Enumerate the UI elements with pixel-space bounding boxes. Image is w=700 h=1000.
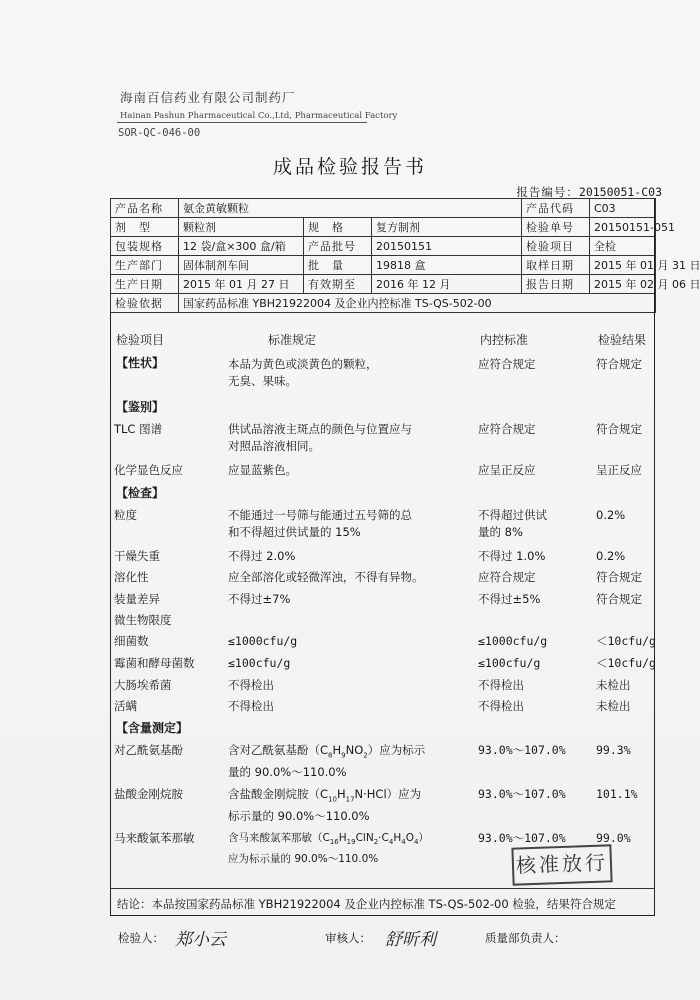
dissolve-internal: 应符合规定 xyxy=(478,570,536,584)
info-value: 2015 年 01 月 27 日 xyxy=(179,275,304,294)
header-rule xyxy=(117,122,367,123)
info-key: 检验依据 xyxy=(111,294,179,313)
info-row xyxy=(111,256,656,275)
chlor-sub: 4 xyxy=(388,838,394,847)
mold-internal: ≤100cfu/g xyxy=(478,656,541,670)
apap-result: 99.3% xyxy=(596,743,631,757)
chem-result: 呈正反应 xyxy=(596,463,642,477)
info-key: 生产部门 xyxy=(111,256,179,275)
info-value: 全检 xyxy=(590,237,656,256)
document-code: SOR-QC-046-00 xyxy=(118,127,201,139)
granule-internal xyxy=(478,507,598,541)
info-row xyxy=(111,294,656,313)
fill-item: 装量差异 xyxy=(114,592,160,606)
apap-text: H xyxy=(332,743,342,757)
info-value: 19818 盒 xyxy=(372,256,522,275)
amant-text: H xyxy=(336,787,346,801)
mold-standard: ≤100cfu/g xyxy=(228,656,291,670)
traits-standard-line2: 无臭、果味。 xyxy=(228,374,297,388)
info-value: 复方制剂 xyxy=(372,218,522,237)
mite-standard: 不得检出 xyxy=(228,699,274,713)
info-value: 2016 年 12 月 xyxy=(372,275,522,294)
apap-text: 含对乙酰氨基酚（C xyxy=(228,743,329,757)
chlor-text: H xyxy=(338,832,347,844)
chlor-text: O xyxy=(405,832,414,844)
mite-internal: 不得检出 xyxy=(478,699,524,713)
reviewer-label: 审核人： xyxy=(325,931,371,945)
chlor-sub: 4 xyxy=(401,838,406,847)
company-name-en: Hainan Pashun Pharmaceutical Co.,Ltd, Pharmaceutical Factory xyxy=(120,111,398,121)
fill-result: 符合规定 xyxy=(596,592,642,606)
chlor-standard-line2: 应为标示量的 90.0%～110.0% xyxy=(228,853,379,866)
bacteria-result: ＜10cfu/g xyxy=(596,634,656,648)
info-value: 国家药品标准 YBH21922004 及企业内控标准 TS-QS-502-00 xyxy=(179,294,656,313)
chlor-sub: 2 xyxy=(373,838,379,847)
info-key: 产品批号 xyxy=(304,237,372,256)
apap-internal: 93.0%～107.0% xyxy=(478,743,566,757)
amant-text: N·HCl）应为 xyxy=(354,787,422,801)
ecoli-result: 未检出 xyxy=(596,678,631,692)
amant-item: 盐酸金刚烷胺 xyxy=(114,787,183,801)
traits-result: 符合规定 xyxy=(596,357,642,371)
apap-sub: 9 xyxy=(341,751,346,760)
info-key: 检验单号 xyxy=(522,218,590,237)
tlc-internal: 应符合规定 xyxy=(478,422,536,436)
amant-sub: 17 xyxy=(345,795,355,804)
info-key: 生产日期 xyxy=(111,275,179,294)
mold-item: 霉菌和酵母菌数 xyxy=(114,656,195,670)
info-value: 12 袋/盒×300 盒/箱 xyxy=(179,237,304,256)
chlor-standard-line1 xyxy=(228,830,476,851)
info-value: 氨金黄敏颗粒 xyxy=(179,199,522,218)
tlc-standard-line2: 对照品溶液相同。 xyxy=(228,439,320,453)
dry-item: 干燥失重 xyxy=(114,549,160,563)
info-value: C03 xyxy=(590,199,656,218)
ecoli-standard: 不得检出 xyxy=(228,678,274,692)
bacteria-standard: ≤1000cfu/g xyxy=(228,634,298,648)
section-traits: 【性状】 xyxy=(116,356,165,370)
chlor-result: 99.0% xyxy=(596,831,631,845)
granule-standard xyxy=(228,507,476,541)
micro-item: 微生物限度 xyxy=(114,613,172,627)
tlc-standard-line1: 供试品溶液主斑点的颜色与位置应与 xyxy=(228,422,412,436)
report-title: 成品检验报告书 xyxy=(272,156,427,178)
info-value: 颗粒剂 xyxy=(179,218,304,237)
apap-sub: 2 xyxy=(363,751,368,760)
apap-text: NO xyxy=(345,743,364,757)
dry-standard: 不得过 2.0% xyxy=(228,549,296,563)
traits-standard xyxy=(228,356,476,390)
dry-internal: 不得过 1.0% xyxy=(478,549,546,563)
bacteria-item: 细菌数 xyxy=(114,634,149,648)
chlor-text: 含马来酸氯苯那敏（C xyxy=(228,832,330,844)
amant-standard-line2: 标示量的 90.0%～110.0% xyxy=(228,809,370,824)
traits-standard-line1: 本品为黄色或淡黄色的颗粒， xyxy=(228,357,378,371)
info-key: 包装规格 xyxy=(111,237,179,256)
report-number-label: 报告编号： xyxy=(516,185,579,199)
granule-result: 0.2% xyxy=(596,508,626,522)
company-name-cn: 海南百信药业有限公司制药厂 xyxy=(120,90,296,105)
granule-item: 粒度 xyxy=(114,508,137,522)
tlc-result: 符合规定 xyxy=(596,422,642,436)
granule-standard-line1: 不能通过一号筛与能通过五号筛的总 xyxy=(228,508,412,522)
chlor-sub: 16 xyxy=(329,838,339,847)
dry-result: 0.2% xyxy=(596,549,626,563)
info-key: 有效期至 xyxy=(304,275,372,294)
info-value: 固体制剂车间 xyxy=(179,256,304,275)
apap-item: 对乙酰氨基酚 xyxy=(114,743,183,757)
amant-sub: 10 xyxy=(328,795,337,804)
info-key: 产品名称 xyxy=(111,199,179,218)
fill-internal: 不得过±5% xyxy=(478,592,541,606)
section-identification: 【鉴别】 xyxy=(116,400,165,414)
info-key: 批 量 xyxy=(304,256,372,275)
traits-internal: 应符合规定 xyxy=(478,357,536,371)
dissolve-result: 符合规定 xyxy=(596,570,642,584)
chem-item: 化学显色反应 xyxy=(114,463,183,477)
info-key: 剂 型 xyxy=(111,218,179,237)
inspector-label: 检验人： xyxy=(118,931,164,945)
dissolve-standard: 应全部溶化或轻微浑浊，不得有异物。 xyxy=(228,570,424,584)
section-check: 【检查】 xyxy=(116,486,165,500)
bacteria-internal: ≤1000cfu/g xyxy=(478,634,548,648)
info-key: 规 格 xyxy=(304,218,372,237)
ecoli-item: 大肠埃希菌 xyxy=(114,678,172,692)
info-value: 20150151-051 xyxy=(590,218,656,237)
amant-standard-line1 xyxy=(228,786,476,808)
granule-internal-line2: 量的 8% xyxy=(478,525,523,539)
fill-standard: 不得过±7% xyxy=(228,592,291,606)
column-header-standard: 标准规定 xyxy=(268,333,317,347)
amant-result: 101.1% xyxy=(596,787,638,801)
column-header-result: 检验结果 xyxy=(598,333,647,347)
column-header-item: 检验项目 xyxy=(116,333,165,347)
chlor-text: H xyxy=(393,832,402,844)
info-key: 报告日期 xyxy=(522,275,590,294)
info-row xyxy=(111,218,656,237)
granule-standard-line2: 和不得超过供试量的 15% xyxy=(228,525,361,539)
chlor-sub: 4 xyxy=(413,838,419,847)
ecoli-internal: 不得检出 xyxy=(478,678,524,692)
chem-internal: 应呈正反应 xyxy=(478,463,536,477)
apap-text: ）应为标示 xyxy=(367,743,426,757)
apap-standard-line1 xyxy=(228,742,476,764)
chem-standard: 应显蓝紫色。 xyxy=(228,463,297,477)
granule-internal-line1: 不得超过供试 xyxy=(478,508,547,522)
info-row xyxy=(111,275,656,294)
apap-standard-line2: 量的 90.0%～110.0% xyxy=(228,765,347,780)
info-key: 产品代码 xyxy=(522,199,590,218)
apap-sub: 8 xyxy=(328,751,333,760)
section-assay: 【含量测定】 xyxy=(116,721,189,735)
dissolve-item: 溶化性 xyxy=(114,570,149,584)
info-row xyxy=(111,199,656,218)
amant-standard xyxy=(228,786,476,825)
info-value: 20150151 xyxy=(372,237,522,256)
tlc-item: TLC 图谱 xyxy=(114,422,163,436)
chlor-item: 马来酸氯苯那敏 xyxy=(114,831,195,845)
release-stamp: 核准放行 xyxy=(511,844,612,885)
info-value: 2015 年 01 月 31 日 xyxy=(590,256,656,275)
chlor-standard xyxy=(228,830,476,868)
conclusion: 结论：本品按国家药品标准 YBH21922004 及企业内控标准 TS-QS-502-00 检验，结果符合规定 xyxy=(117,897,616,911)
mite-result: 未检出 xyxy=(596,699,631,713)
amant-text: 含盐酸金刚烷胺（C xyxy=(228,787,329,801)
chlor-internal: 93.0%～107.0% xyxy=(478,831,566,845)
amant-internal: 93.0%～107.0% xyxy=(478,787,566,801)
conclusion-rule xyxy=(110,888,655,889)
tlc-standard xyxy=(228,421,476,455)
apap-standard xyxy=(228,742,476,781)
chlor-text: ） xyxy=(418,832,429,844)
column-header-internal: 内控标准 xyxy=(480,333,529,347)
reviewer-signature: 舒昕利 xyxy=(385,930,436,950)
info-key: 取样日期 xyxy=(522,256,590,275)
info-value: 2015 年 02 月 06 日 xyxy=(590,275,656,294)
chlor-text: ·C xyxy=(378,832,389,844)
mold-result: ＜10cfu/g xyxy=(596,656,656,670)
chlor-sub: 19 xyxy=(346,838,356,847)
inspector-signature: 郑小云 xyxy=(175,930,226,950)
mite-item: 活螨 xyxy=(114,699,137,713)
info-row xyxy=(111,237,656,256)
product-info-table xyxy=(110,198,700,313)
report-number-value: 20150051-C03 xyxy=(578,185,662,199)
qa-manager-label: 质量部负责人： xyxy=(485,931,566,945)
chlor-text: ClN xyxy=(355,832,374,844)
info-key: 检验项目 xyxy=(522,237,590,256)
